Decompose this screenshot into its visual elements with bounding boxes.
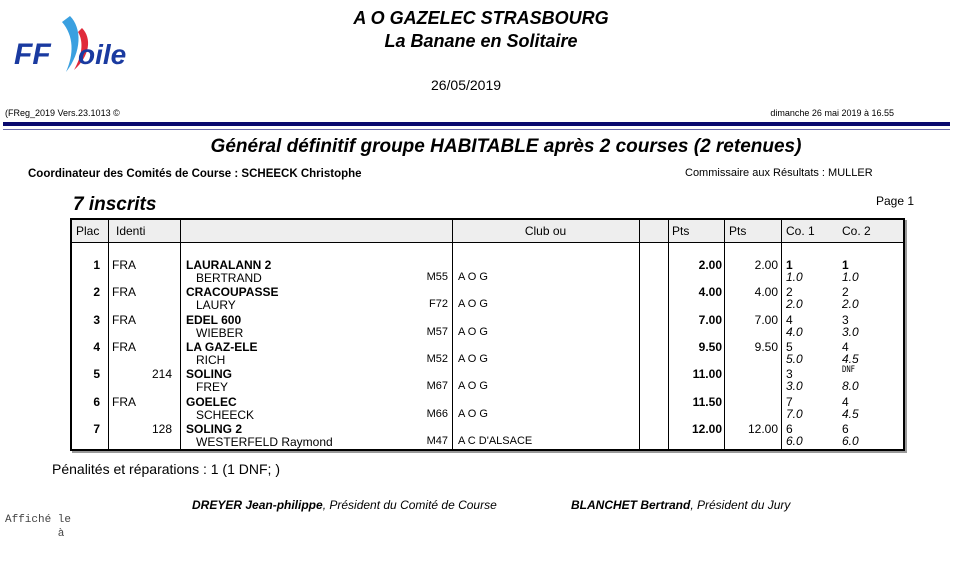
- race-2-rank: 6: [842, 421, 849, 436]
- skipper-name: BERTRAND: [196, 271, 262, 285]
- header-race-1: Co. 1: [786, 224, 815, 238]
- race-2-points: 4.5: [842, 351, 859, 366]
- points-total: 7.00: [754, 312, 778, 327]
- skipper-name: WESTERFELD Raymond: [196, 434, 333, 449]
- results-table: [70, 218, 905, 451]
- skipper-name: FREY: [196, 380, 229, 395]
- boat-name: SOLING: [186, 367, 233, 382]
- event-title: La Banane en Solitaire: [384, 31, 578, 51]
- jury-signature: [571, 498, 790, 512]
- place: 6: [93, 394, 100, 409]
- club: A O G: [458, 298, 488, 311]
- results-subtitle: Général définitif groupe HABITABLE après 2 courses (2 retenues): [210, 136, 802, 157]
- software-version: (FReg_2019 Vers.23.1013 ©: [5, 108, 120, 118]
- race-2-rank: 2: [842, 285, 849, 300]
- points-net: 7.00: [698, 312, 722, 327]
- skipper-name: RICH: [196, 352, 226, 367]
- race-1-points: 1.0: [786, 270, 803, 284]
- place: 7: [93, 421, 100, 436]
- header-pts-total: Pts: [729, 224, 747, 238]
- race-1-points: 3.0: [786, 379, 803, 394]
- event-date: 26/05/2019: [430, 77, 502, 93]
- race-2-rank: 4: [842, 339, 849, 354]
- race-2-points: 8.0: [842, 379, 859, 394]
- race-1-points: 4.0: [786, 324, 803, 339]
- age-category: M67: [426, 380, 448, 393]
- boat-name: EDEL 600: [186, 312, 242, 327]
- race-committee-role: , Président du Comité de Course: [322, 498, 497, 512]
- race-1-points: 7.0: [786, 406, 803, 421]
- race-1-points: 2.0: [786, 297, 803, 312]
- age-category: M47: [426, 434, 448, 447]
- club-title: A O GAZELEC STRASBOURG: [353, 8, 609, 28]
- results-commissioner: Commissaire aux Résultats : MULLER: [685, 167, 873, 179]
- jury-president: BLANCHET Bertrand: [571, 498, 691, 512]
- race-1-points: 5.0: [786, 351, 803, 366]
- club: A O G: [458, 352, 488, 365]
- nation: FRA: [112, 339, 136, 354]
- place: 1: [93, 258, 100, 272]
- skipper-name: SCHEECK: [196, 407, 255, 422]
- race-1-rank: 3: [786, 367, 793, 382]
- print-timestamp: dimanche 26 mai 2019 à 16.55: [770, 108, 894, 118]
- header-pts-net: Pts: [672, 224, 690, 238]
- race-2-rank: DNF: [842, 365, 856, 376]
- entries-count: 7 inscrits: [73, 194, 157, 215]
- points-net: 11.00: [692, 367, 722, 382]
- age-category: M66: [426, 407, 448, 420]
- page-number: Page 1: [876, 194, 915, 208]
- header-divider: [3, 122, 950, 126]
- club: A O G: [458, 380, 488, 393]
- header-race-2: Co. 2: [842, 224, 871, 238]
- place: 3: [93, 312, 100, 327]
- race-coordinator: Coordinateur des Comités de Course : SCHEECK Christophe: [28, 168, 362, 180]
- penalties-summary: Pénalités et réparations : 1 (1 DNF; ): [52, 461, 280, 477]
- sail-number: 128: [151, 421, 172, 436]
- nation: FRA: [112, 285, 136, 300]
- age-category: M57: [426, 325, 448, 338]
- nation: FRA: [112, 312, 136, 327]
- points-net: 11.50: [692, 394, 722, 409]
- race-2-points: 4.5: [842, 406, 859, 421]
- header-ident: Identi: [116, 224, 146, 238]
- boat-name: LAURALANN 2: [186, 258, 272, 272]
- jury-role: , Président du Jury: [690, 498, 791, 512]
- race-2-points: 1.0: [842, 270, 859, 284]
- points-net: 2.00: [698, 258, 722, 272]
- svg-text:FF: FF: [14, 38, 51, 71]
- club: A O G: [458, 325, 488, 338]
- col-divider: [724, 220, 725, 449]
- boat-name: LA GAZ-ELE: [186, 339, 258, 354]
- points-net: 9.50: [698, 339, 722, 354]
- points-total: 9.50: [754, 339, 778, 354]
- col-divider: [781, 220, 782, 449]
- col-divider: [180, 220, 181, 449]
- race-2-points: 3.0: [842, 324, 859, 339]
- boat-name: GOELEC: [186, 394, 237, 409]
- header-club: Club ou: [524, 224, 567, 238]
- col-divider: [108, 220, 109, 449]
- col-divider: [668, 220, 669, 449]
- table-header: [72, 220, 903, 243]
- race-committee-signature: [192, 498, 497, 512]
- race-2-rank: 1: [842, 258, 849, 272]
- race-1-rank: 6: [786, 421, 793, 436]
- place: 5: [93, 367, 100, 382]
- col-divider: [639, 220, 640, 449]
- race-2-points: 2.0: [842, 297, 859, 312]
- race-2-points: 6.0: [842, 433, 859, 448]
- col-divider: [452, 220, 453, 449]
- race-1-points: 6.0: [786, 433, 803, 448]
- place: 2: [93, 285, 100, 300]
- boat-name: CRACOUPASSE: [186, 285, 279, 300]
- points-net: 12.00: [691, 421, 722, 436]
- header-place: Plac: [76, 224, 100, 238]
- age-category: F72: [429, 298, 448, 311]
- svg-text:oile: oile: [78, 39, 127, 70]
- race-2-rank: 4: [842, 394, 849, 409]
- age-category: M52: [426, 352, 448, 365]
- points-total: 4.00: [754, 285, 778, 300]
- club: A C D'ALSACE: [458, 434, 533, 447]
- race-committee-president: DREYER Jean-philippe: [192, 498, 323, 512]
- points-total: 12.00: [747, 421, 778, 436]
- points-total: 2.00: [754, 258, 778, 272]
- race-1-rank: 5: [786, 339, 793, 354]
- skipper-name: WIEBER: [196, 325, 244, 340]
- age-category: M55: [426, 271, 448, 283]
- boat-name: SOLING 2: [186, 421, 243, 436]
- race-1-rank: 7: [786, 394, 793, 409]
- sail-number: 214: [151, 367, 172, 382]
- nation: FRA: [112, 258, 136, 272]
- club: A O G: [458, 407, 488, 420]
- nation: FRA: [112, 394, 136, 409]
- points-net: 4.00: [698, 285, 722, 300]
- race-2-rank: 3: [842, 312, 849, 327]
- posted-notice: Affiché le à: [5, 514, 72, 540]
- race-1-rank: 1: [786, 258, 793, 272]
- club: A O G: [458, 271, 488, 283]
- race-1-rank: 2: [786, 285, 793, 300]
- place: 4: [93, 339, 100, 354]
- skipper-name: LAURY: [196, 298, 236, 313]
- header-divider-thin: [3, 129, 950, 130]
- race-1-rank: 4: [786, 312, 793, 327]
